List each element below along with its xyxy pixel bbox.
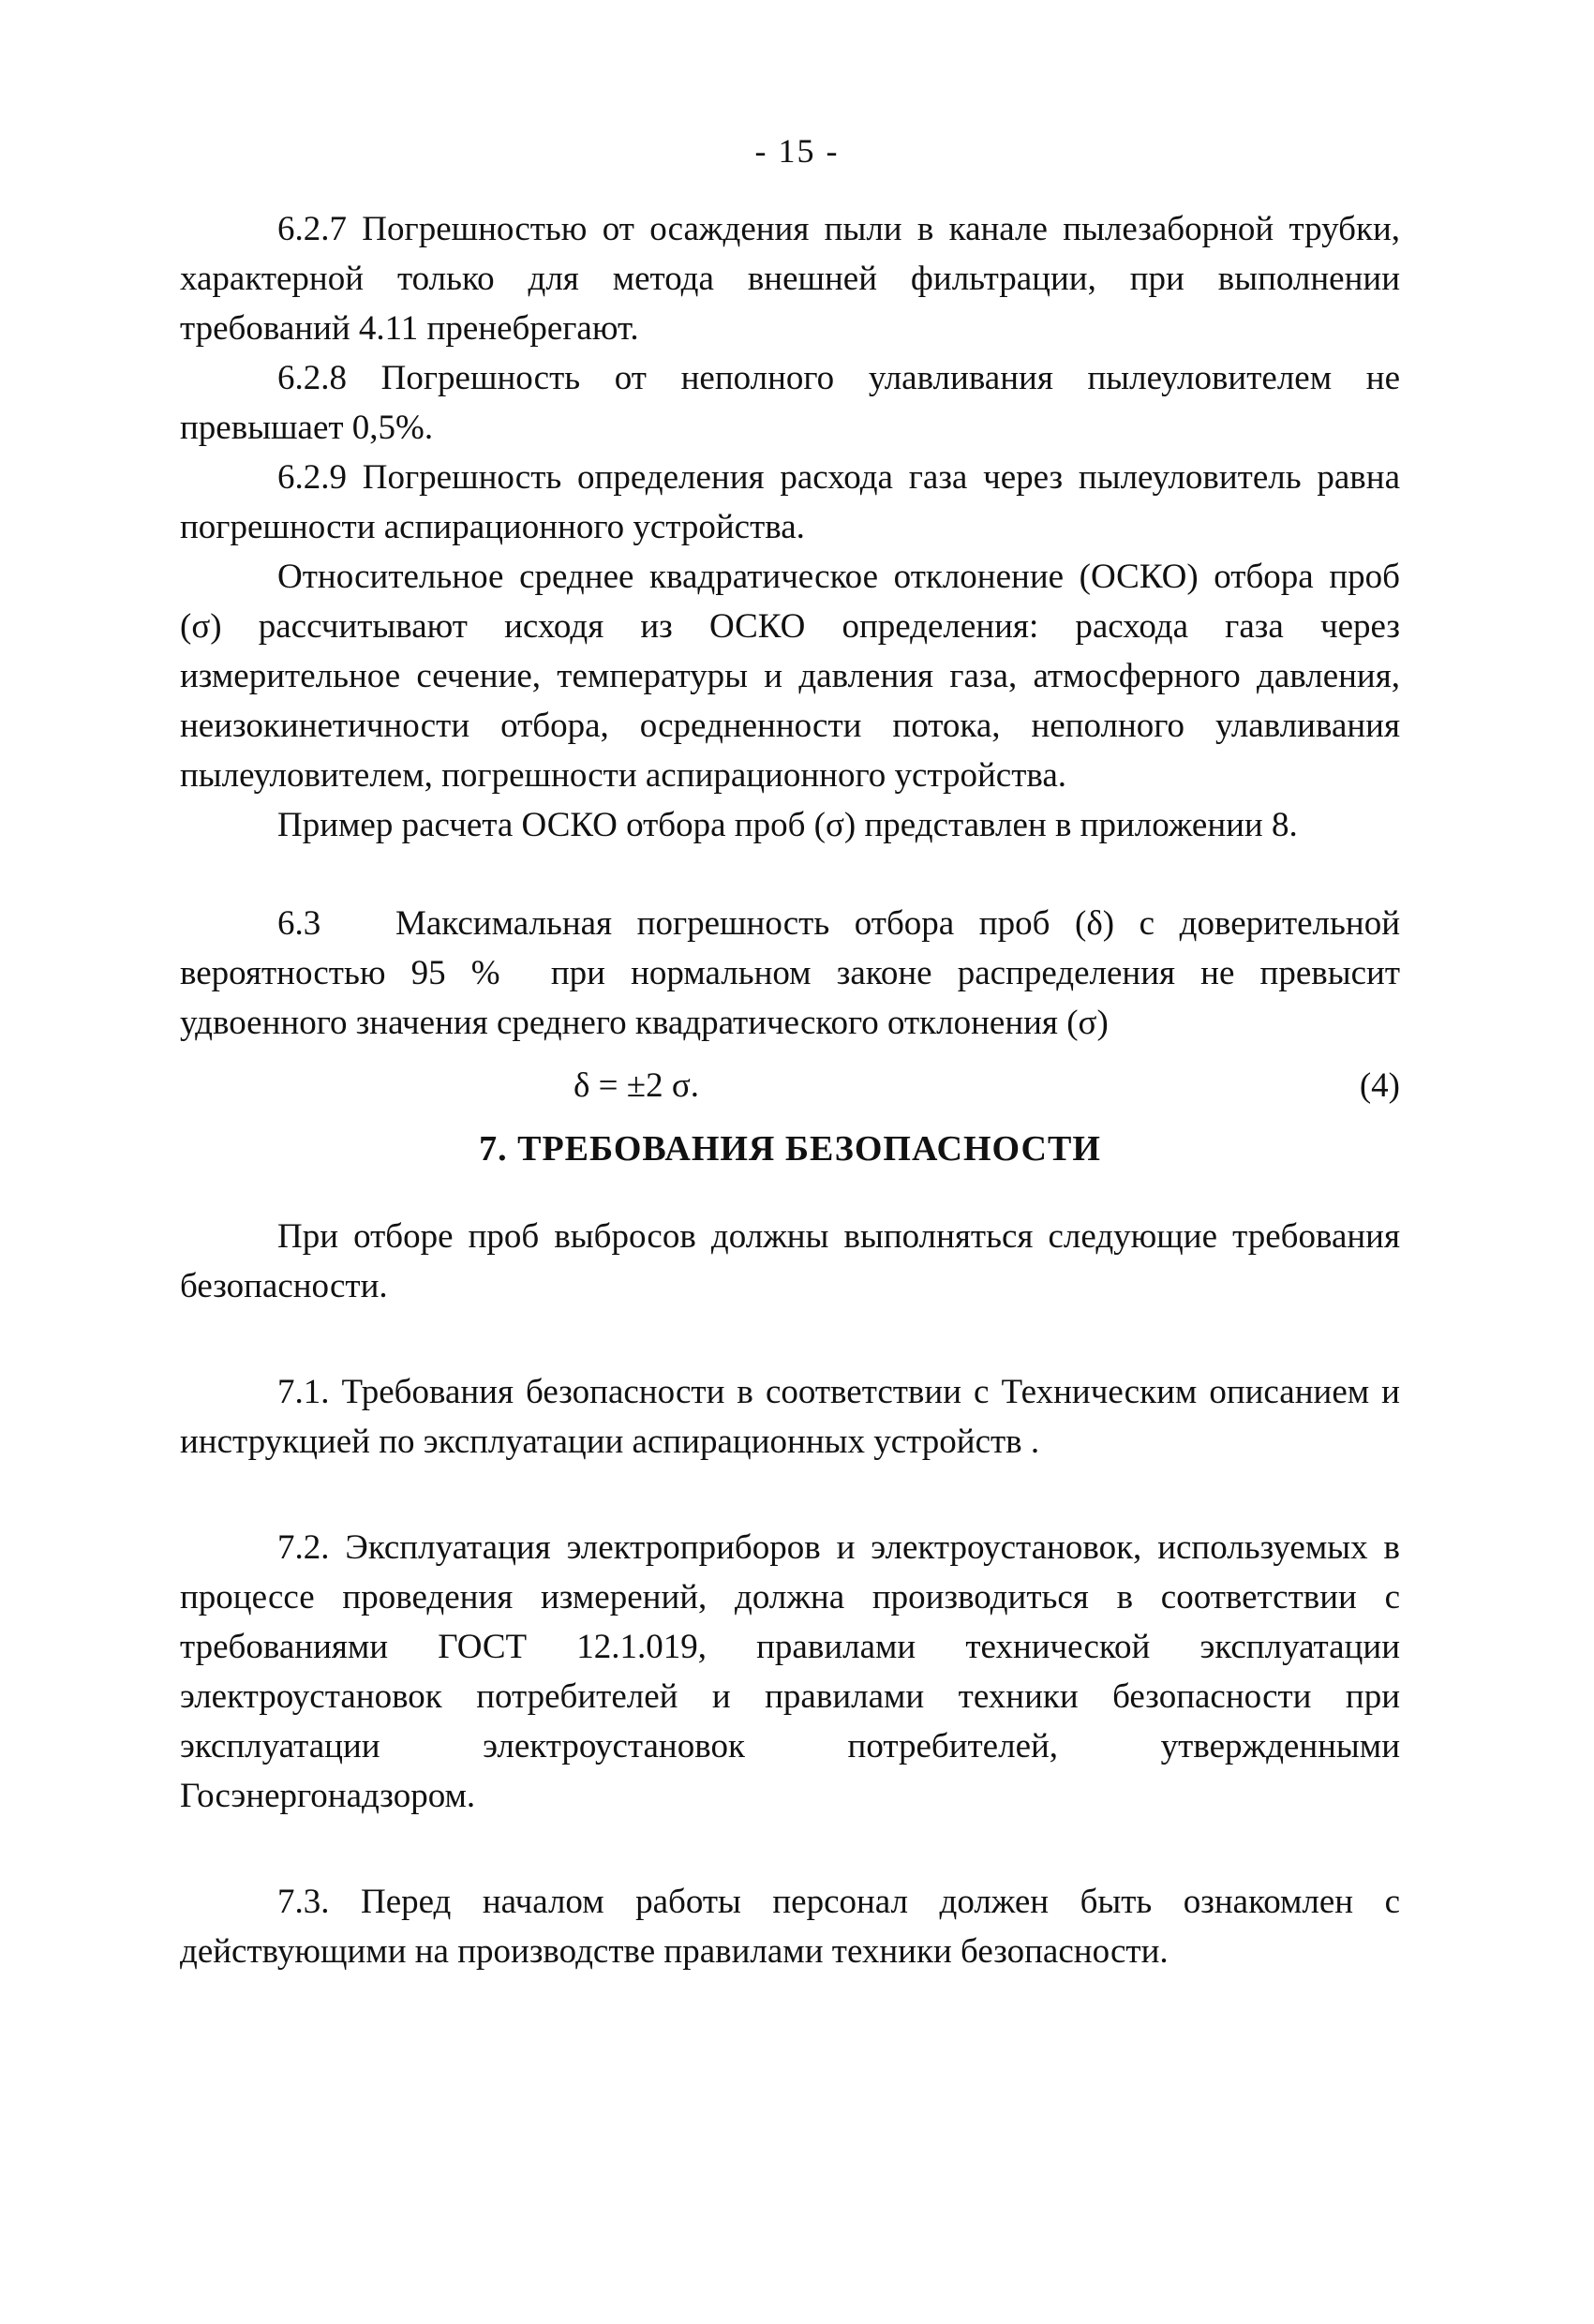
formula: δ = ±2 σ. bbox=[574, 1066, 700, 1105]
paragraph-7-1: 7.1. Требования безопасности в соответствии с Техническим описанием и инструкцией по эксплуатации аспирационных устройств . bbox=[180, 1373, 1400, 1461]
paragraph-osko: Относительное среднее квадратическое отклонение (ОСКО) отбора проб (σ) рассчитывают исходя из ОСКО определения: расхода газа через измерительное сечение, температуры и давления газа, атмосферного давления, неизокинетичности отбора, осредненности потока, неполного улавливания пылеуловителем, погрешности аспирационного устройства. bbox=[180, 558, 1400, 795]
page-number: - 15 - bbox=[754, 132, 840, 170]
paragraph-6-2-7: 6.2.7 Погрешностью от осаждения пыли в канале пылезаборной трубки, характерной только для метода внешней фильтрации, при выполнении требований 4.11 пренебрегают. bbox=[180, 210, 1400, 348]
paragraph-6-2-8: 6.2.8 Погрешность от неполного улавливания пылеуловителем не превышает 0,5%. bbox=[180, 359, 1400, 447]
paragraph-6-2-9: 6.2.9 Погрешность определения расхода газа через пылеуловитель равна погрешности аспирационного устройства. bbox=[180, 458, 1400, 546]
section-heading: 7. ТРЕБОВАНИЯ БЕЗОПАСНОСТИ bbox=[479, 1129, 1101, 1169]
paragraph-example: Пример расчета ОСКО отбора проб (σ) представлен в приложении 8. bbox=[277, 806, 1298, 844]
formula-row bbox=[180, 1061, 1400, 1117]
paragraph-7-2: 7.2. Эксплуатация электроприборов и электроустановок, используемых в процессе проведения измерений, должна производиться в соответствии с требованиями ГОСТ 12.1.019, правилами технической эксплуатации электроустановок потребителей и правилами техники безопасности при эксплуатации электроустановок потребителей, утвержденными Госэнергонадзором. bbox=[180, 1528, 1400, 1815]
document-body bbox=[180, 204, 1409, 1976]
paragraph-section7-intro: При отборе проб выбросов должны выполняться следующие требования безопасности. bbox=[180, 1217, 1400, 1305]
paragraph-6-3: 6.3 Максимальная погрешность отбора проб (δ) с доверительной вероятностью 95 % при нормальном законе распределения не превысит удвоенного значения среднего квадратического отклонения (σ) bbox=[180, 904, 1409, 1042]
formula-number: (4) bbox=[1359, 1066, 1400, 1105]
paragraph-7-3: 7.3. Перед началом работы персонал должен быть ознакомлен с действующими на производстве правилами техники безопасности. bbox=[180, 1883, 1400, 1971]
